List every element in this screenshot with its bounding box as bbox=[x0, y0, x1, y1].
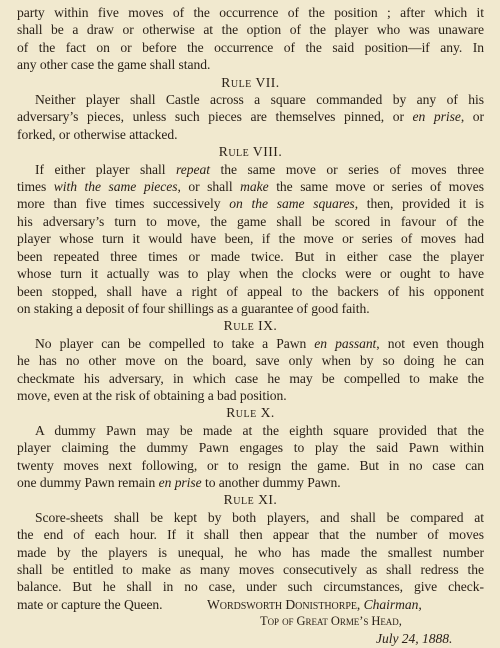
rules-list bbox=[17, 74, 484, 596]
text-line: made by the players is unequal, he who has made the smallest number bbox=[17, 544, 484, 560]
rule-paragraph bbox=[17, 161, 484, 318]
text-line: more than five times successively on the same squares, then, provided it is bbox=[17, 196, 484, 212]
text-line: party within five moves of the occurrence of the position ; after which it bbox=[17, 5, 484, 20]
text-line: times with the same pieces, or shall make the same move or series of moves bbox=[17, 179, 485, 195]
rule-heading: Rule XI. bbox=[223, 492, 278, 508]
text-line: No player can be compelled to take a Pawn en passant, not even though bbox=[35, 335, 484, 351]
text-line: twenty moves next following, or to resign the game. But in no case can bbox=[17, 457, 484, 473]
text-line: his adversary’s turn to move, the game shall be scored in favour of the bbox=[17, 213, 484, 229]
rule-heading: Rule VIII. bbox=[218, 144, 283, 160]
rule-heading: Rule X. bbox=[226, 405, 275, 421]
intro-paragraph bbox=[17, 4, 484, 74]
text-line: If either player shall repeat the same move or series of moves three bbox=[35, 161, 484, 177]
rule-paragraph bbox=[17, 422, 484, 492]
text-line: Neither player shall Castle across a square commanded by any of his bbox=[35, 92, 484, 108]
signatory-name: Wordsworth Donisthorpe, bbox=[207, 596, 361, 612]
text-line: adversary’s pieces, unless such pieces are themselves pinned, or en prise, or bbox=[17, 109, 484, 125]
text-line: player claiming the dummy Pawn engages to play the said Pawn within bbox=[17, 440, 484, 456]
rule-paragraph bbox=[17, 509, 484, 596]
signatory-title: Chairman, bbox=[363, 596, 422, 612]
text-line: any other case the game shall stand. bbox=[17, 57, 211, 73]
text-line: forked, or otherwise attacked. bbox=[17, 126, 178, 142]
text-line: player whose turn it would have been, if the move or series of moves had bbox=[17, 231, 484, 247]
signature-place: Top of Great Orme’s Head, bbox=[260, 613, 402, 628]
text-line: he has no other move on the board, save only when by so doing he can bbox=[17, 353, 484, 369]
text-line: shall be a draw or otherwise at the option of the player who was unaware bbox=[17, 22, 484, 38]
text-line: balance. But he shall in no case, under such circumstances, give check- bbox=[17, 579, 484, 595]
text-line: been stopped, shall have a right of appeal to the backers of his opponent bbox=[17, 283, 484, 299]
text-line: on staking a deposit of four shillings as a guarantee of good faith. bbox=[17, 300, 370, 316]
text-line: whose turn it actually was to play when the clocks were or ought to have bbox=[17, 266, 484, 282]
closing-line: mate or capture the Queen. bbox=[17, 596, 163, 612]
signatory bbox=[207, 596, 422, 613]
text-line: shall be entitled to make as many moves consecutively as shall redress the bbox=[17, 562, 484, 577]
rule-heading: Rule IX. bbox=[223, 318, 278, 334]
text-line: Score-sheets shall be kept by both players, and shall be compared at bbox=[35, 509, 484, 525]
text-line: been repeated three times or made twice. But in either case the player bbox=[17, 248, 484, 264]
text-line: A dummy Pawn may be made at the eighth square provided that the bbox=[35, 422, 484, 438]
rule-heading: Rule VII. bbox=[221, 74, 280, 90]
text-line: of the fact on or before the occurrence of the said position—if any. In bbox=[17, 39, 484, 55]
text-line: one dummy Pawn remain en prise to another dummy Pawn. bbox=[17, 474, 341, 490]
signature-date: July 24, 1888. bbox=[376, 630, 453, 646]
signature-block bbox=[17, 596, 484, 648]
rule-paragraph bbox=[17, 335, 484, 405]
text-line: the end of each hour. If it shall then appear that the number of moves bbox=[17, 527, 484, 543]
text-line: checkmate his adversary, in which case he may be compelled to make the bbox=[17, 370, 484, 386]
text-line: move, even at the risk of obtaining a bad position. bbox=[17, 387, 287, 403]
rule-paragraph bbox=[17, 91, 484, 143]
